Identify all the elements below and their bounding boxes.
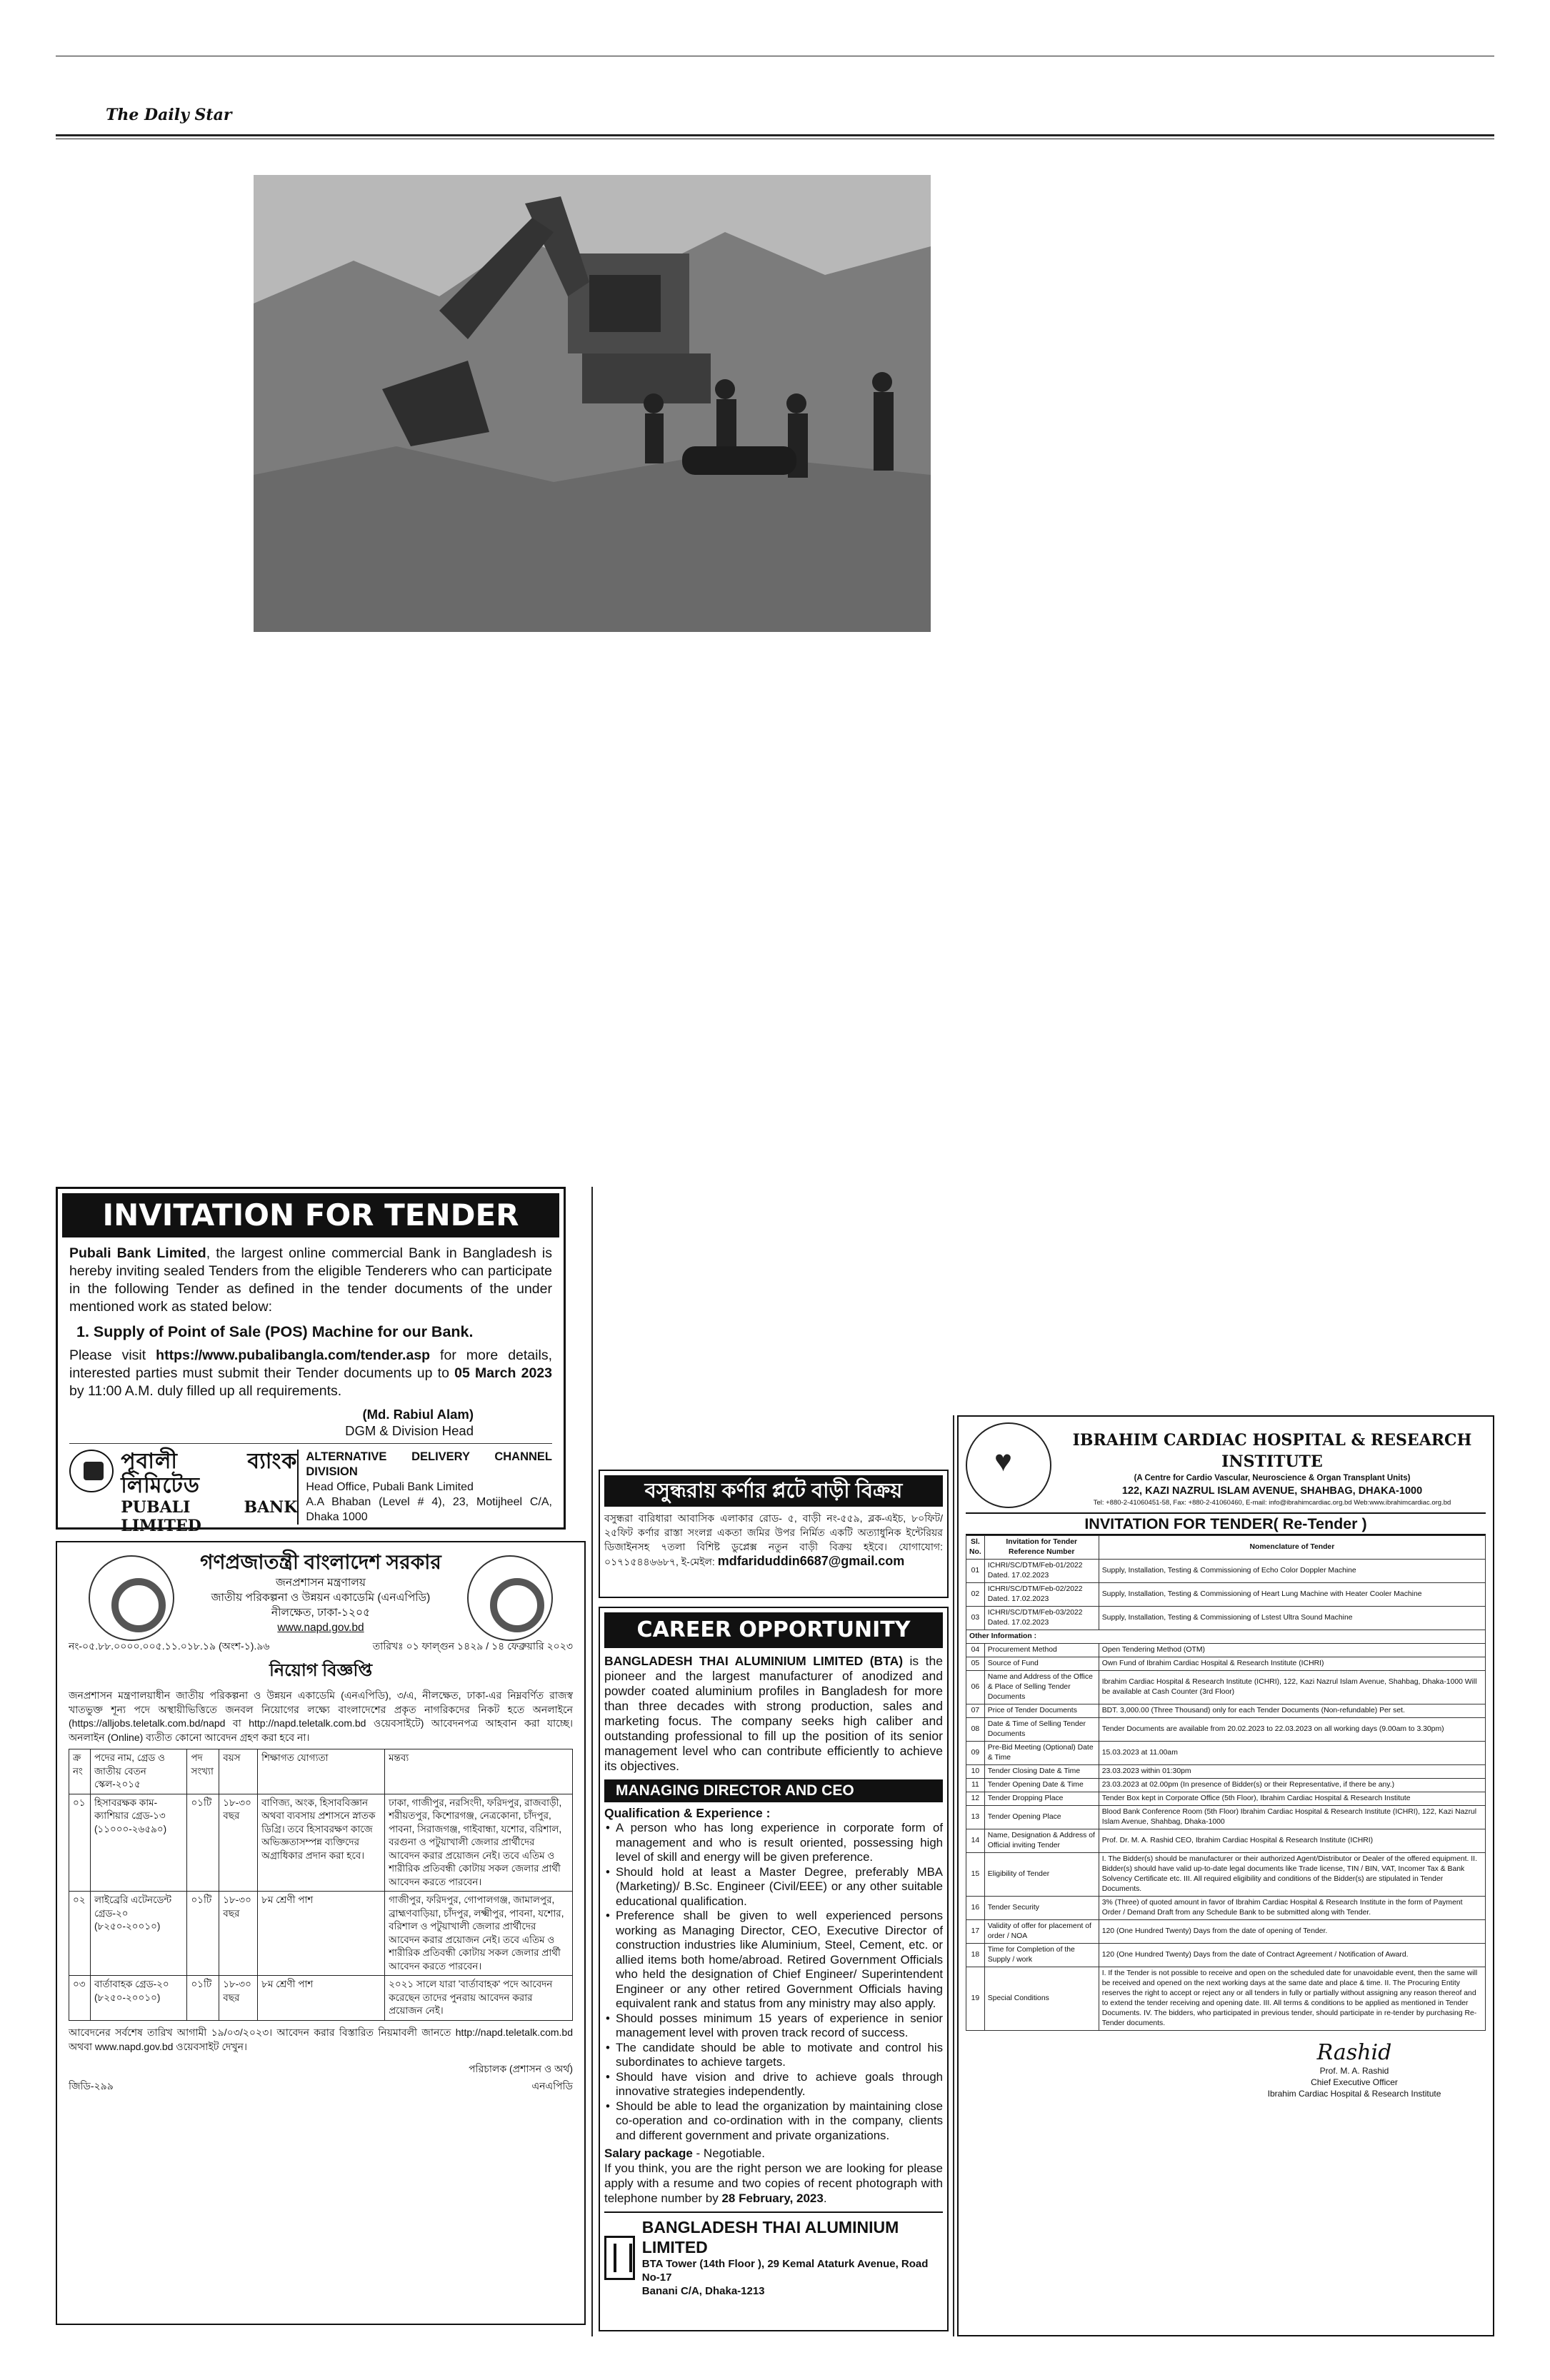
table-body xyxy=(966,1560,1486,2031)
signature-script: Rashid xyxy=(1316,2040,1392,2065)
table-header-row xyxy=(69,1749,573,1794)
table-cell: 14 xyxy=(966,1829,985,1853)
table-cell: Tender Security xyxy=(984,1897,1099,1920)
company-footer xyxy=(604,2211,943,2298)
table-cell: 04 xyxy=(966,1644,985,1657)
column-header: শিক্ষাগত যোগ্যতা xyxy=(258,1749,385,1794)
ad-lead: , the largest online commercial Bank in Bangladesh is hereby inviting sealed Tenders from the eligible Tenderers who can participate in the following Tender as defined in the tender documents of the under mentioned work as stated below: xyxy=(69,1245,552,1315)
reference-code: জিডি-২৯৯ xyxy=(69,2079,114,2092)
visit-text: Please visit xyxy=(69,1347,156,1363)
table-cell: ১৮-৩০ বছর xyxy=(219,1794,258,1892)
ad-footer xyxy=(69,1443,552,1535)
memo-date: তারিখঃ ০১ ফাল্গুন ১৪২৯ / ১৪ ফেব্রুয়ারি ২০২৩ xyxy=(372,1640,573,1652)
table-cell: বাণিজ্য, অংক, হিসাববিজ্ঞান অথবা ব্যবসায় প্রশাসনে স্নাতক ডিগ্রি। তবে হিসাবরক্ষণ কাজে অভিজ্ঞতাসম্পন্ন ব্যক্তিদের অগ্রাধিকার প্রদান করা হবে। xyxy=(258,1794,385,1892)
govt-title: গণপ্রজাতন্ত্রী বাংলাদেশ সরকার xyxy=(200,1551,441,1573)
table-cell: Blood Bank Conference Room (5th Floor) Ibrahim Cardiac Hospital & Research Institute (ICHRI), 122, Kazi Nazrul Islam Avenue, Shahbag, Dhaka-1000 xyxy=(1099,1806,1485,1829)
company-footer-text xyxy=(642,2217,943,2298)
column-header: Invitation for Tender Reference Number xyxy=(984,1536,1099,1560)
signatory-role: পরিচালক (প্রশাসন ও অর্থ) xyxy=(469,2062,573,2074)
table-row xyxy=(966,1792,1486,1806)
tender-title: INVITATION FOR TENDER( Re-Tender ) xyxy=(966,1512,1486,1535)
footer-company-name: BANGLADESH THAI ALUMINIUM LIMITED xyxy=(641,2218,899,2256)
table-cell: 10 xyxy=(966,1765,985,1779)
table-cell: ICHRI/SC/DTM/Feb-02/2022 Dated. 17.02.2023 xyxy=(984,1583,1099,1607)
hospital-contact: Tel: +880-2-41060451-58, Fax: +880-2-41060460, E-mail: info@ibrahimcardiac.org.bd Web:www.ibrahimcardiac.org.bd xyxy=(1093,1499,1451,1507)
table-cell: লাইব্রেরি এটেনডেন্ট গ্রেড-২০ (৮২৫০-২০০১০) xyxy=(90,1892,187,1976)
ad-text xyxy=(604,1511,943,1569)
table-cell: 18 xyxy=(966,1944,985,1967)
ad-heading: বসুন্ধরায় কর্ণার প্লটে বাড়ী বিক্রয় xyxy=(604,1475,943,1507)
bank-name-bn: পূবালী ব্যাংক লিমিটেড xyxy=(121,1450,298,1497)
table-cell: Time for Completion of the Supply / work xyxy=(984,1944,1099,1967)
table-cell: Tender Documents are available from 20.02.2023 to 22.03.2023 on all working days (9.00am to 3.30pm) xyxy=(1099,1718,1485,1742)
table-cell: Supply, Installation, Testing & Commissioning of Lstest Ultra Sound Machine xyxy=(1099,1607,1485,1630)
website-link[interactable]: www.napd.gov.bd xyxy=(277,1622,364,1634)
table-cell: ০১টি xyxy=(187,1794,219,1892)
signatory-title: Chief Executive Officer xyxy=(1311,2077,1398,2087)
table-cell: ৮ম শ্রেণী পাশ xyxy=(258,1892,385,1976)
signatory xyxy=(69,1406,552,1439)
govt-recruitment-notice xyxy=(56,1541,586,2325)
table-cell: 12 xyxy=(966,1792,985,1806)
table-cell: 13 xyxy=(966,1806,985,1829)
table-row xyxy=(966,1644,1486,1657)
table-cell: হিসাবরক্ষক কাম-ক্যাশিয়ার গ্রেড-১৩ (১১০০০-২৬৫৯০) xyxy=(90,1794,187,1892)
memo-number: নং-০৫.৮৮.০০০০.০০৫.১১.০১৮.১৯ (অংশ-১).৯৬ xyxy=(69,1640,270,1652)
table-cell: 11 xyxy=(966,1779,985,1792)
table-row xyxy=(966,1560,1486,1583)
notice-intro: জনপ্রশাসন মন্ত্রণালয়াধীন জাতীয় পরিকল্পনা ও উন্নয়ন একাডেমি (এনএপিডি), ৩/এ, নীলক্ষেত, ঢাকা-এর নিম্নবর্ণিত রাজস্ব খাতভুক্ত শূন্য পদে অস্থায়ীভিত্তিতে জনবল নিয়োগের লক্ষ্যে বাংলাদেশের প্রকৃত নাগরিকদের নিকট হতে অনলাইনে (https://alljobs.teletalk.com.bd/napd বা http://napd.teletalk.com.bd ওয়েবসাইটে) আবেদনপত্র আহবান করা যাচ্ছে। অনলাইন (Online) ব্যতীত কোনো আবেদন গ্রহণ করা হবে না। xyxy=(69,1689,573,1743)
table-cell: Tender Dropping Place xyxy=(984,1792,1099,1806)
table-cell: 23.03.2023 within 01:30pm xyxy=(1099,1765,1485,1779)
hospital-name: IBRAHIM CARDIAC HOSPITAL & RESEARCH INSTITUTE xyxy=(1072,1431,1472,1471)
academy: জাতীয় পরিকল্পনা ও উন্নয়ন একাডেমি (এনএপিডি) xyxy=(211,1592,431,1604)
table-cell: Eligibility of Tender xyxy=(984,1853,1099,1897)
table-row xyxy=(966,1765,1486,1779)
table-row xyxy=(966,1853,1486,1897)
list-item: • A person who has long experience in corporate form of management and who is result oriented, possessing high level of skill and energy will be given preference. xyxy=(604,1821,943,1865)
govt-emblem-icon xyxy=(89,1555,174,1641)
table-row xyxy=(69,1976,573,2021)
apply-text-end: . xyxy=(823,2191,827,2205)
table-cell: Name, Designation & Address of Official inviting Tender xyxy=(984,1829,1099,1853)
list-item: • Should posses minimum 15 years of experience in senior management level with proven track record of success. xyxy=(604,2012,943,2041)
column-header: Nomenclature of Tender xyxy=(1099,1536,1485,1560)
table-cell: ICHRI/SC/DTM/Feb-01/2022 Dated. 17.02.2023 xyxy=(984,1560,1099,1583)
signatory-title: DGM & Division Head xyxy=(345,1423,474,1438)
table-cell: Own Fund of Ibrahim Cardiac Hospital & Research Institute (ICHRI) xyxy=(1099,1657,1485,1671)
date-label: তারিখঃ xyxy=(372,1640,404,1652)
property-description: বসুন্ধরা বারিধারা আবাসিক এলাকার রোড- ৫, বাড়ী নং-৫৫৯, ব্লক-এইচ, ৮০ফিট/২৫ফিট কর্ণার রাস্তা সংলগ্ন একতা জমির উপর নির্মিত একটি অত্যাধুনিক ইন্টেরিয়র ডিজাইনসহ ৭তলা বিশিষ্ট ডুপ্লেক্স নতুন বাড়ী বিক্রয় হইবে। যোগাযোগ: ০১৭১৫৪৪৬৬৮৭, ই-মেইল: xyxy=(604,1512,943,1567)
table-cell: ০১ xyxy=(69,1794,91,1892)
ad-body xyxy=(62,1237,559,1535)
napd-logo-icon xyxy=(467,1555,553,1641)
list-item: • Should hold at least a Master Degree, preferably MBA (Marketing)/ B.Sc. Engineer (Civil/EEE) or any other suitable educational qualification. xyxy=(604,1865,943,1909)
table-cell: 08 xyxy=(966,1718,985,1742)
table-cell: Supply, Installation, Testing & Commissioning of Heart Lung Machine with Heater Cooler Machine xyxy=(1099,1583,1485,1607)
table-cell: 16 xyxy=(966,1897,985,1920)
table-cell: 06 xyxy=(966,1671,985,1704)
table-cell: Procurement Method xyxy=(984,1644,1099,1657)
header-rule xyxy=(56,134,1494,136)
table-cell: 15.03.2023 at 11.00am xyxy=(1099,1742,1485,1765)
table-row xyxy=(966,1671,1486,1704)
list-item: • Preference shall be given to well experienced persons working as Managing Director, CEO, Executive Director of construction industries like Aluminium, Steel, Cement, etc. or allied items both home/abroad. Retired Government Officials who held the designation of Chief Engineer/ Superintendent Engineer or any other retired Government Officials having equivalent rank and status from any ministry may also apply. xyxy=(604,1909,943,2012)
column-rule xyxy=(591,1187,593,2336)
table-row xyxy=(966,1704,1486,1718)
salary-line xyxy=(604,2146,943,2161)
memo-line xyxy=(69,1640,573,1653)
deadline: 05 March 2023 xyxy=(454,1365,552,1381)
vacancy-table xyxy=(69,1749,573,2021)
contact-email[interactable]: mdfariduddin6687@gmail.com xyxy=(717,1554,905,1568)
hospital-subtitle: (A Centre for Cardio Vascular, Neuroscience & Organ Transplant Units) xyxy=(1134,1474,1411,1482)
ad-heading: CAREER OPPORTUNITY xyxy=(604,1612,943,1648)
table-cell: ১৮-৩০ বছর xyxy=(219,1976,258,2021)
signature-block xyxy=(1223,2041,1486,2099)
address-line: Head Office, Pubali Bank Limited xyxy=(306,1481,474,1493)
table-row xyxy=(966,1806,1486,1829)
table-cell: ঢাকা, গাজীপুর, নরসিংদী, ফরিদপুর, রাজবাড়ী, শরীয়তপুর, কিশোরগঞ্জ, নেত্রকোনা, চাঁদপুর, পাবনা, সিরাজগঞ্জ, গাইবান্ধা, যশোর, বরিশাল, বরগুনা ও পটুয়াখালী জেলার প্রার্থীদের আবেদন করার প্রয়োজন নেই। তবে এতিম ও শারীরিক প্রতিবন্ধী কোটায় সকল জেলার প্রার্থী আবেদন করতে পারবেন। xyxy=(385,1794,573,1892)
table-cell: Price of Tender Documents xyxy=(984,1704,1099,1718)
division-block xyxy=(297,1450,552,1525)
division-name: ALTERNATIVE DELIVERY CHANNEL DIVISION xyxy=(306,1450,552,1478)
bank-name-en: PUBALI BANK LIMITED xyxy=(121,1498,298,1535)
column-header: মন্তব্য xyxy=(385,1749,573,1794)
table-cell: Supply, Installation, Testing & Commissioning of Echo Color Doppler Machine xyxy=(1099,1560,1485,1583)
table-cell: Tender Opening Place xyxy=(984,1806,1099,1829)
company-name: Pubali Bank Limited xyxy=(69,1245,206,1261)
bta-logo-icon xyxy=(604,2236,635,2280)
table-row xyxy=(966,1944,1486,1967)
bank-brand xyxy=(121,1450,297,1535)
table-cell: গাজীপুর, ফরিদপুর, গোপালগঞ্জ, জামালপুর, ব্রাহ্মণবাড়িয়া, চাঁদপুর, লক্ষ্মীপুর, পাবনা, যশোর, বরিশাল ও পটুয়াখালী জেলার প্রার্থীদের আবেদন করার প্রয়োজন নেই। তবে এতিম ও শারীরিক প্রতিবন্ধী কোটায় সকল জেলার প্রার্থী আবেদন করতে পারবেন। xyxy=(385,1892,573,1976)
table-row xyxy=(966,1897,1486,1920)
visit-text-mid: for more details, interested parties must submit their Tender documents up to xyxy=(69,1347,552,1381)
table-row xyxy=(69,1794,573,1892)
date-gregorian: ১৪ ফেব্রুয়ারি ২০২৩ xyxy=(491,1640,573,1652)
position-title: MANAGING DIRECTOR AND CEO xyxy=(604,1779,943,1802)
signatory-org: এনএপিডি xyxy=(531,2079,573,2092)
table-row xyxy=(966,1657,1486,1671)
ad-heading: INVITATION FOR TENDER xyxy=(62,1193,559,1237)
table-cell: 120 (One Hundred Twenty) Days from the date of Contract Agreement / Notification of Award. xyxy=(1099,1944,1485,1967)
company-intro xyxy=(604,1654,943,1774)
table-cell: ০৩ xyxy=(69,1976,91,2021)
signatory xyxy=(469,2061,573,2095)
notice-title: নিয়োগ বিজ্ঞপ্তি xyxy=(269,1661,373,1680)
table-cell: ৮ম শ্রেণী পাশ xyxy=(258,1976,385,2021)
table-row xyxy=(966,1718,1486,1742)
table-cell: I. The Bidder(s) should be manufacturer or their authorized Agent/Distributor or Dealer of the offered equipment. II. Bidder(s) should have valid up-to-date legal documents like Trade license, TIN / BIN, VAT, Incomer Tax & Bank Solvency Certificate etc. III. All required eligibility and conditions of the Bidder(s) are stipulated in Tender Documents. xyxy=(1099,1853,1485,1897)
list-item: • Should be able to lead the organization by maintaining close co-operation and co-ordination with in the company, clients and different government and private organizations. xyxy=(604,2099,943,2144)
property-sale-ad xyxy=(599,1470,949,1598)
masthead: The Daily Star xyxy=(106,106,232,124)
table-cell: BDT. 3,000.00 (Three Thousand) only for each Tender Documents (Non-refundable) Per set. xyxy=(1099,1704,1485,1718)
table-cell: 09 xyxy=(966,1742,985,1765)
table-cell: 02 xyxy=(966,1583,985,1607)
ibrahim-tender-ad xyxy=(957,1415,1494,2336)
pubali-tender-ad xyxy=(56,1187,566,1535)
apply-text: If you think, you are the right person we are looking for please apply with a resume and two copies of recent photograph with telephone number by xyxy=(604,2161,943,2205)
table-cell: Tender Box kept in Corporate Office (5th Floor), Ibrahim Cardiac Hospital & Research Institute xyxy=(1099,1792,1485,1806)
hospital-logo-icon xyxy=(966,1422,1051,1508)
column-header: পদের নাম, গ্রেড ও জাতীয় বেতন স্কেল-২০১৫ xyxy=(90,1749,187,1794)
table-cell: 3% (Three) of quoted amount in favor of Ibrahim Cardiac Hospital & Research Institute in the form of Payment Order / Demand Draft from any Schedule Bank to be submitted along with Tender. xyxy=(1099,1897,1485,1920)
table-cell: 03 xyxy=(966,1607,985,1630)
signatory-name: Prof. M. A. Rashid xyxy=(1319,2066,1389,2076)
salary-value: - Negotiable. xyxy=(692,2146,765,2160)
rubble-photo-illustration xyxy=(254,175,931,632)
table-row xyxy=(966,1607,1486,1630)
table-cell: Special Conditions xyxy=(984,1967,1099,2031)
column-header: পদ সংখ্যা xyxy=(187,1749,219,1794)
table-cell: Validity of offer for placement of order / NOA xyxy=(984,1920,1099,1944)
table-cell: Open Tendering Method (OTM) xyxy=(1099,1644,1485,1657)
table-cell: Tender Closing Date & Time xyxy=(984,1765,1099,1779)
date-bangla: ০১ ফাল্গুন ১৪২৯ xyxy=(406,1640,484,1652)
address-line: A.A Bhaban (Level # 4), 23, Motijheel C/A, Dhaka 1000 xyxy=(306,1496,552,1523)
table-header-row xyxy=(966,1536,1486,1560)
column-header: Sl. No. xyxy=(966,1536,985,1560)
signatory-name: (Md. Rabiul Alam) xyxy=(362,1407,474,1422)
table-cell: 01 xyxy=(966,1560,985,1583)
table-cell: Pre-Bid Meeting (Optional) Date & Time xyxy=(984,1742,1099,1765)
qualification-list xyxy=(604,1821,943,2143)
table-cell: Name and Address of the Office & Place of Selling Tender Documents xyxy=(984,1671,1099,1704)
hospital-address: 122, KAZI NAZRUL ISLAM AVENUE, SHAHBAG, DHAKA-1000 xyxy=(1121,1485,1423,1497)
bank-logo-icon xyxy=(69,1450,114,1492)
table-cell: ০১টি xyxy=(187,1892,219,1976)
apply-instructions xyxy=(604,2161,943,2206)
table-row xyxy=(966,1742,1486,1765)
qualification-heading: Qualification & Experience : xyxy=(604,1806,771,1820)
table-cell: 17 xyxy=(966,1920,985,1944)
hospital-header xyxy=(966,1422,1486,1508)
table-cell: ২০২১ সালে যারা 'বার্তাবাহক' পদে আবেদন করেছেন তাদের পুনরায় আবেদন করার প্রয়োজন নেই। xyxy=(385,1976,573,2021)
list-item: • Should have vision and drive to achieve goals through innovative strategies independently. xyxy=(604,2070,943,2099)
table-body xyxy=(69,1794,573,2020)
table-row xyxy=(966,1967,1486,2031)
table-cell: Source of Fund xyxy=(984,1657,1099,1671)
table-cell: ICHRI/SC/DTM/Feb-03/2022 Dated. 17.02.2023 xyxy=(984,1607,1099,1630)
table-row xyxy=(966,1829,1486,1853)
company-name: BANGLADESH THAI ALUMINIUM LIMITED (BTA) xyxy=(604,1654,904,1668)
apply-deadline: 28 February, 2023 xyxy=(721,2191,824,2205)
table-row xyxy=(966,1920,1486,1944)
table-row xyxy=(966,1583,1486,1607)
visit-text-end: by 11:00 A.M. duly filled up all requirements. xyxy=(69,1383,342,1399)
table-row xyxy=(966,1630,1486,1644)
table-cell: ০২ xyxy=(69,1892,91,1976)
table-cell: Date & Time of Selling Tender Documents xyxy=(984,1718,1099,1742)
column-rule xyxy=(953,1415,954,2336)
table-cell: 120 (One Hundred Twenty) Days from the date of opening of Tender. xyxy=(1099,1920,1485,1944)
signature-block xyxy=(69,2061,573,2095)
table-cell: Ibrahim Cardiac Hospital & Research Institute (ICHRI), 122, Kazi Nazrul Islam Avenue, Shahbag, Dhaka-1000 Will be available at Cash Counter (3rd Floor) xyxy=(1099,1671,1485,1704)
footer-address: BTA Tower (14th Floor ), 29 Kemal Ataturk Avenue, Road No-17 xyxy=(641,2258,929,2284)
table-row xyxy=(966,1779,1486,1792)
table-cell: 07 xyxy=(966,1704,985,1718)
news-photo xyxy=(254,175,931,632)
career-ad xyxy=(599,1607,949,2331)
signatory-org: Ibrahim Cardiac Hospital & Research Institute xyxy=(1267,2089,1441,2099)
closing-text: আবেদনের সর্বশেষ তারিখ আগামী ১৯/০৩/২০২৩। আবেদন করার বিস্তারিত নিয়মাবলী জানতে http://napd.teletalk.com.bd অথবা www.napd.gov.bd ওয়েবসাইট দেখুন। xyxy=(69,2026,573,2052)
table-row xyxy=(69,1892,573,1976)
tender-table xyxy=(966,1535,1486,2031)
column-header: ক্র নং xyxy=(69,1749,91,1794)
list-item: • The candidate should be able to motivate and control his subordinates to achieve targets. xyxy=(604,2041,943,2070)
tender-item: 1. Supply of Point of Sale (POS) Machine for our Bank. xyxy=(76,1323,474,1340)
salary-label: Salary package xyxy=(604,2146,693,2160)
footer-address: Banani C/A, Dhaka-1213 xyxy=(641,2285,765,2297)
company-description: is the pioneer and the largest manufacturer of anodized and powder coated aluminium profiles in Bangladesh for more than three decades with strong production, sales and marketing focus. The company seeks high caliber and outstanding professional to fill up the position of its senior management level who can contribute efficiently to achieve its objectives. xyxy=(604,1654,943,1773)
table-cell: 15 xyxy=(966,1853,985,1897)
table-cell: Prof. Dr. M. A. Rashid CEO, Ibrahim Cardiac Hospital & Research Institute (ICHRI) xyxy=(1099,1829,1485,1853)
ministry: জনপ্রশাসন মন্ত্রণালয় xyxy=(275,1577,366,1589)
table-cell: 05 xyxy=(966,1657,985,1671)
table-cell: বার্তাবাহক গ্রেড-২০ (৮২৫০-২০০১০) xyxy=(90,1976,187,2021)
tender-link[interactable]: https://www.pubalibangla.com/tender.asp xyxy=(156,1347,431,1363)
hospital-header-text xyxy=(1059,1422,1486,1508)
table-cell: 23.03.2023 at 02.00pm (In presence of Bidder(s) or their Representative, if there be any.) xyxy=(1099,1779,1485,1792)
table-cell: Tender Opening Date & Time xyxy=(984,1779,1099,1792)
table-cell: I. If the Tender is not possible to receive and open on the scheduled date for unavoidable event, then the same will be received and opened on the next working days at the same date and place & time. II. The Procuring Entity reserves the right to accept or reject any or all tenders in fully or partially without assigning any reason thereof and to extend the tender receiving and opening date. III. All terms & conditions to be applied as mentioned in Tender Documents. IV. The bidders, who participated in previous tender, should participate in re-tender by purchasing Re-Tender documents. xyxy=(1099,1967,1485,2031)
location: নীলক্ষেত, ঢাকা-১২০৫ xyxy=(271,1607,371,1619)
section-label: Other Information : xyxy=(966,1630,1486,1644)
table-cell: ১৮-৩০ বছর xyxy=(219,1892,258,1976)
column-header: বয়স xyxy=(219,1749,258,1794)
table-cell: 19 xyxy=(966,1967,985,2031)
table-cell: ০১টি xyxy=(187,1976,219,2021)
